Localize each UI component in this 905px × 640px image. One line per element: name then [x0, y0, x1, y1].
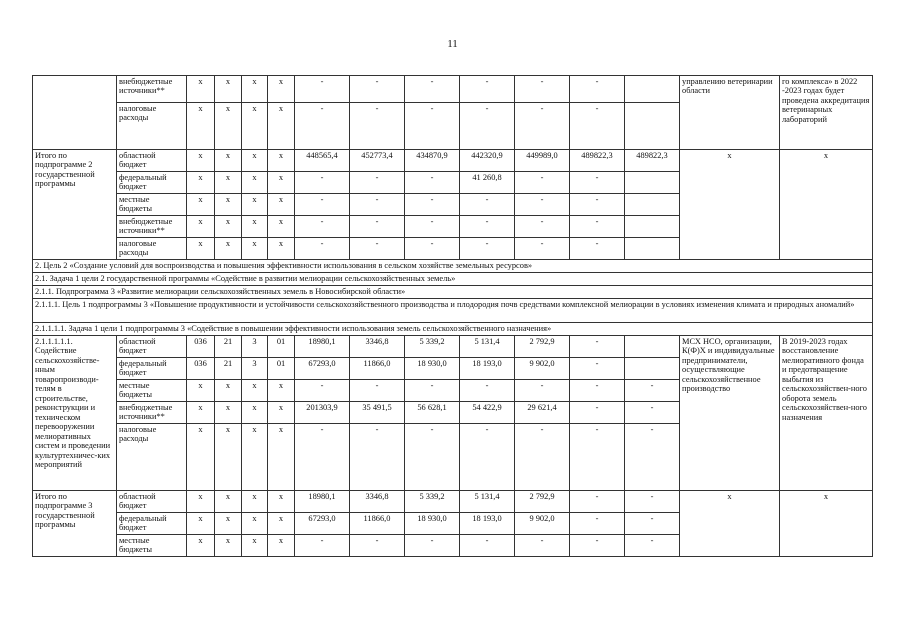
- value-cell: -: [625, 402, 680, 424]
- value-cell: x: [215, 103, 242, 150]
- value-cell: 11866,0: [350, 513, 405, 535]
- value-cell: x: [187, 103, 215, 150]
- value-cell: 01: [268, 358, 295, 380]
- value-cell: x: [242, 402, 268, 424]
- value-cell: x: [242, 380, 268, 402]
- funding-source: областной бюджет: [117, 336, 187, 358]
- value-cell: -: [350, 103, 405, 150]
- funding-source: местные бюджеты: [117, 380, 187, 402]
- value-cell: x: [268, 216, 295, 238]
- value-cell: -: [350, 424, 405, 491]
- value-cell: -: [350, 535, 405, 557]
- value-cell: x: [187, 491, 215, 513]
- section-row: [33, 299, 873, 323]
- value-cell: -: [625, 535, 680, 557]
- value-cell: x: [187, 194, 215, 216]
- result-cell: го комплекса» в 2022 -2023 годах будет проведена аккредитация ветеринарных лабораторий: [780, 76, 873, 150]
- value-cell: -: [515, 194, 570, 216]
- value-cell: -: [460, 76, 515, 103]
- value-cell: 67293,0: [295, 358, 350, 380]
- value-cell: -: [515, 424, 570, 491]
- value-cell: -: [570, 172, 625, 194]
- funding-source: местные бюджеты: [117, 194, 187, 216]
- value-cell: -: [295, 172, 350, 194]
- value-cell: x: [187, 172, 215, 194]
- value-cell: -: [405, 216, 460, 238]
- section-heading: 2.1. Задача 1 цели 2 государственной программы «Содействие в развитии мелиорации сельскохозяйственных земель»: [33, 273, 873, 286]
- value-cell: -: [405, 172, 460, 194]
- value-cell: x: [215, 216, 242, 238]
- value-cell: -: [515, 380, 570, 402]
- table-row: [33, 76, 873, 103]
- value-cell: x: [242, 76, 268, 103]
- value-cell: -: [625, 380, 680, 402]
- funding-source: федеральный бюджет: [117, 172, 187, 194]
- value-cell: -: [625, 424, 680, 491]
- value-cell: -: [350, 380, 405, 402]
- value-cell: 41 260,8: [460, 172, 515, 194]
- value-cell: 35 491,5: [350, 402, 405, 424]
- value-cell: -: [295, 535, 350, 557]
- value-cell: [625, 336, 680, 358]
- value-cell: x: [268, 172, 295, 194]
- value-cell: -: [295, 76, 350, 103]
- value-cell: 036: [187, 336, 215, 358]
- value-cell: -: [625, 513, 680, 535]
- value-cell: -: [515, 238, 570, 260]
- funding-source: местные бюджеты: [117, 535, 187, 557]
- value-cell: x: [268, 424, 295, 491]
- value-cell: x: [268, 380, 295, 402]
- value-cell: 9 902,0: [515, 358, 570, 380]
- funding-source: областной бюджет: [117, 150, 187, 172]
- section-heading: 2.1.1.1. Цель 1 подпрограммы 3 «Повышение продуктивности и устойчивости сельскохозяйственного производства и плодородия почв средствами комплексной мелиорации в условиях изменения климата и природных аномалий»: [33, 299, 873, 323]
- value-cell: 2 792,9: [515, 491, 570, 513]
- funding-source: внебюджетные источники**: [117, 402, 187, 424]
- section-row: [33, 273, 873, 286]
- value-cell: -: [460, 380, 515, 402]
- value-cell: x: [215, 513, 242, 535]
- value-cell: x: [268, 513, 295, 535]
- value-cell: [625, 358, 680, 380]
- value-cell: -: [570, 216, 625, 238]
- value-cell: x: [268, 150, 295, 172]
- value-cell: x: [268, 76, 295, 103]
- value-cell: 2 792,9: [515, 336, 570, 358]
- value-cell: -: [405, 424, 460, 491]
- value-cell: 21: [215, 358, 242, 380]
- funding-source: налоговые расходы: [117, 238, 187, 260]
- section-heading: 2. Цель 2 «Создание условий для воспроизводства и повышения эффективности использования в сельском хозяйстве земельных ресурсов»: [33, 260, 873, 273]
- value-cell: [625, 103, 680, 150]
- value-cell: x: [215, 76, 242, 103]
- value-cell: 442320,9: [460, 150, 515, 172]
- value-cell: x: [215, 172, 242, 194]
- value-cell: x: [187, 238, 215, 260]
- value-cell: x: [187, 76, 215, 103]
- value-cell: -: [350, 194, 405, 216]
- value-cell: x: [215, 402, 242, 424]
- value-cell: 5 339,2: [405, 336, 460, 358]
- value-cell: [625, 76, 680, 103]
- value-cell: x: [242, 238, 268, 260]
- value-cell: -: [570, 194, 625, 216]
- value-cell: -: [405, 238, 460, 260]
- value-cell: -: [515, 172, 570, 194]
- value-cell: 18 193,0: [460, 513, 515, 535]
- value-cell: x: [187, 513, 215, 535]
- value-cell: 449989,0: [515, 150, 570, 172]
- value-cell: x: [187, 424, 215, 491]
- value-cell: x: [242, 491, 268, 513]
- value-cell: -: [350, 216, 405, 238]
- table-row: [33, 336, 873, 358]
- value-cell: -: [295, 216, 350, 238]
- executor-cell: МСХ НСО, организации, К(Ф)Х и индивидуальные предприниматели, осуществляющие сельскохозяйственное производство: [680, 336, 780, 491]
- value-cell: [625, 172, 680, 194]
- funding-source: налоговые расходы: [117, 424, 187, 491]
- value-cell: x: [242, 513, 268, 535]
- value-cell: 18 930,0: [405, 358, 460, 380]
- executor-cell: x: [680, 491, 780, 557]
- row-label: Итого по подпрограмме 3 государственной программы: [33, 491, 117, 557]
- value-cell: 56 628,1: [405, 402, 460, 424]
- value-cell: -: [350, 172, 405, 194]
- table-row: [33, 150, 873, 172]
- value-cell: -: [570, 238, 625, 260]
- value-cell: 9 902,0: [515, 513, 570, 535]
- value-cell: 18980,1: [295, 336, 350, 358]
- section-row: [33, 286, 873, 299]
- value-cell: -: [460, 103, 515, 150]
- value-cell: -: [570, 103, 625, 150]
- value-cell: -: [350, 238, 405, 260]
- value-cell: -: [295, 380, 350, 402]
- value-cell: 489822,3: [625, 150, 680, 172]
- value-cell: -: [570, 491, 625, 513]
- value-cell: -: [570, 336, 625, 358]
- value-cell: x: [215, 194, 242, 216]
- value-cell: 29 621,4: [515, 402, 570, 424]
- value-cell: 489822,3: [570, 150, 625, 172]
- value-cell: x: [187, 535, 215, 557]
- value-cell: -: [405, 535, 460, 557]
- funding-source: налоговые расходы: [117, 103, 187, 150]
- value-cell: x: [215, 238, 242, 260]
- value-cell: 3: [242, 336, 268, 358]
- value-cell: -: [515, 216, 570, 238]
- value-cell: -: [460, 216, 515, 238]
- value-cell: -: [570, 513, 625, 535]
- value-cell: -: [625, 491, 680, 513]
- value-cell: -: [460, 535, 515, 557]
- value-cell: x: [187, 380, 215, 402]
- value-cell: x: [242, 150, 268, 172]
- table-row: [33, 491, 873, 513]
- value-cell: 5 339,2: [405, 491, 460, 513]
- value-cell: [625, 238, 680, 260]
- value-cell: [625, 194, 680, 216]
- value-cell: x: [215, 424, 242, 491]
- value-cell: 11866,0: [350, 358, 405, 380]
- value-cell: x: [242, 172, 268, 194]
- value-cell: x: [268, 103, 295, 150]
- value-cell: 01: [268, 336, 295, 358]
- value-cell: 3346,8: [350, 491, 405, 513]
- value-cell: x: [268, 402, 295, 424]
- section-heading: 2.1.1.1.1. Задача 1 цели 1 подпрограммы 3 «Содействие в повышении эффективности использования земель сельскохозяйственного назначения»: [33, 323, 873, 336]
- value-cell: x: [268, 194, 295, 216]
- value-cell: 3: [242, 358, 268, 380]
- value-cell: -: [295, 103, 350, 150]
- value-cell: [625, 216, 680, 238]
- value-cell: 67293,0: [295, 513, 350, 535]
- value-cell: -: [405, 76, 460, 103]
- value-cell: 21: [215, 336, 242, 358]
- value-cell: 54 422,9: [460, 402, 515, 424]
- value-cell: 3346,8: [350, 336, 405, 358]
- value-cell: 5 131,4: [460, 336, 515, 358]
- value-cell: x: [242, 103, 268, 150]
- value-cell: 201303,9: [295, 402, 350, 424]
- value-cell: -: [405, 380, 460, 402]
- value-cell: x: [187, 150, 215, 172]
- result-cell: x: [780, 491, 873, 557]
- value-cell: 5 131,4: [460, 491, 515, 513]
- executor-cell: управлению ветеринарии области: [680, 76, 780, 150]
- row-label: 2.1.1.1.1.1. Содействие сельскохозяйстве-нным товаропроизводи-телям в строительстве, реконструкции и техническом перевооружении мелиоративных систем и проведении культуртехничес-ких мероприятий: [33, 336, 117, 491]
- value-cell: 18 930,0: [405, 513, 460, 535]
- value-cell: x: [268, 238, 295, 260]
- value-cell: -: [570, 380, 625, 402]
- value-cell: 452773,4: [350, 150, 405, 172]
- value-cell: x: [215, 380, 242, 402]
- value-cell: -: [515, 76, 570, 103]
- value-cell: x: [268, 491, 295, 513]
- row-label: Итого по подпрограмме 2 государственной программы: [33, 150, 117, 260]
- page-number: 11: [447, 38, 458, 50]
- value-cell: x: [242, 216, 268, 238]
- value-cell: 18980,1: [295, 491, 350, 513]
- value-cell: -: [460, 238, 515, 260]
- value-cell: x: [215, 491, 242, 513]
- funding-source: федеральный бюджет: [117, 513, 187, 535]
- value-cell: x: [242, 424, 268, 491]
- value-cell: -: [515, 535, 570, 557]
- value-cell: x: [242, 194, 268, 216]
- value-cell: 434870,9: [405, 150, 460, 172]
- row-label: [33, 76, 117, 150]
- value-cell: -: [350, 76, 405, 103]
- value-cell: x: [187, 216, 215, 238]
- value-cell: -: [405, 103, 460, 150]
- value-cell: x: [187, 402, 215, 424]
- value-cell: x: [242, 535, 268, 557]
- result-cell: x: [780, 150, 873, 260]
- value-cell: -: [570, 424, 625, 491]
- value-cell: -: [295, 194, 350, 216]
- value-cell: -: [570, 358, 625, 380]
- value-cell: 036: [187, 358, 215, 380]
- result-cell: В 2019-2023 годах восстановление мелиоративного фонда и предотвращение выбытия из сельскохозяйствен-ного оборота земель сельскохозяйствен-ного назначения: [780, 336, 873, 491]
- executor-cell: x: [680, 150, 780, 260]
- funding-source: внебюджетные источники**: [117, 76, 187, 103]
- value-cell: -: [570, 402, 625, 424]
- funding-source: областной бюджет: [117, 491, 187, 513]
- value-cell: 448565,4: [295, 150, 350, 172]
- value-cell: x: [215, 150, 242, 172]
- financing-table: [32, 75, 873, 557]
- value-cell: x: [268, 535, 295, 557]
- value-cell: -: [460, 424, 515, 491]
- section-row: [33, 323, 873, 336]
- value-cell: -: [570, 76, 625, 103]
- funding-source: внебюджетные источники**: [117, 216, 187, 238]
- section-row: [33, 260, 873, 273]
- value-cell: -: [460, 194, 515, 216]
- value-cell: -: [570, 535, 625, 557]
- section-heading: 2.1.1. Подпрограмма 3 «Развитие мелиорации сельскохозяйственных земель в Новосибирской области»: [33, 286, 873, 299]
- value-cell: -: [515, 103, 570, 150]
- value-cell: x: [215, 535, 242, 557]
- value-cell: -: [405, 194, 460, 216]
- value-cell: -: [295, 424, 350, 491]
- funding-source: федеральный бюджет: [117, 358, 187, 380]
- value-cell: 18 193,0: [460, 358, 515, 380]
- value-cell: -: [295, 238, 350, 260]
